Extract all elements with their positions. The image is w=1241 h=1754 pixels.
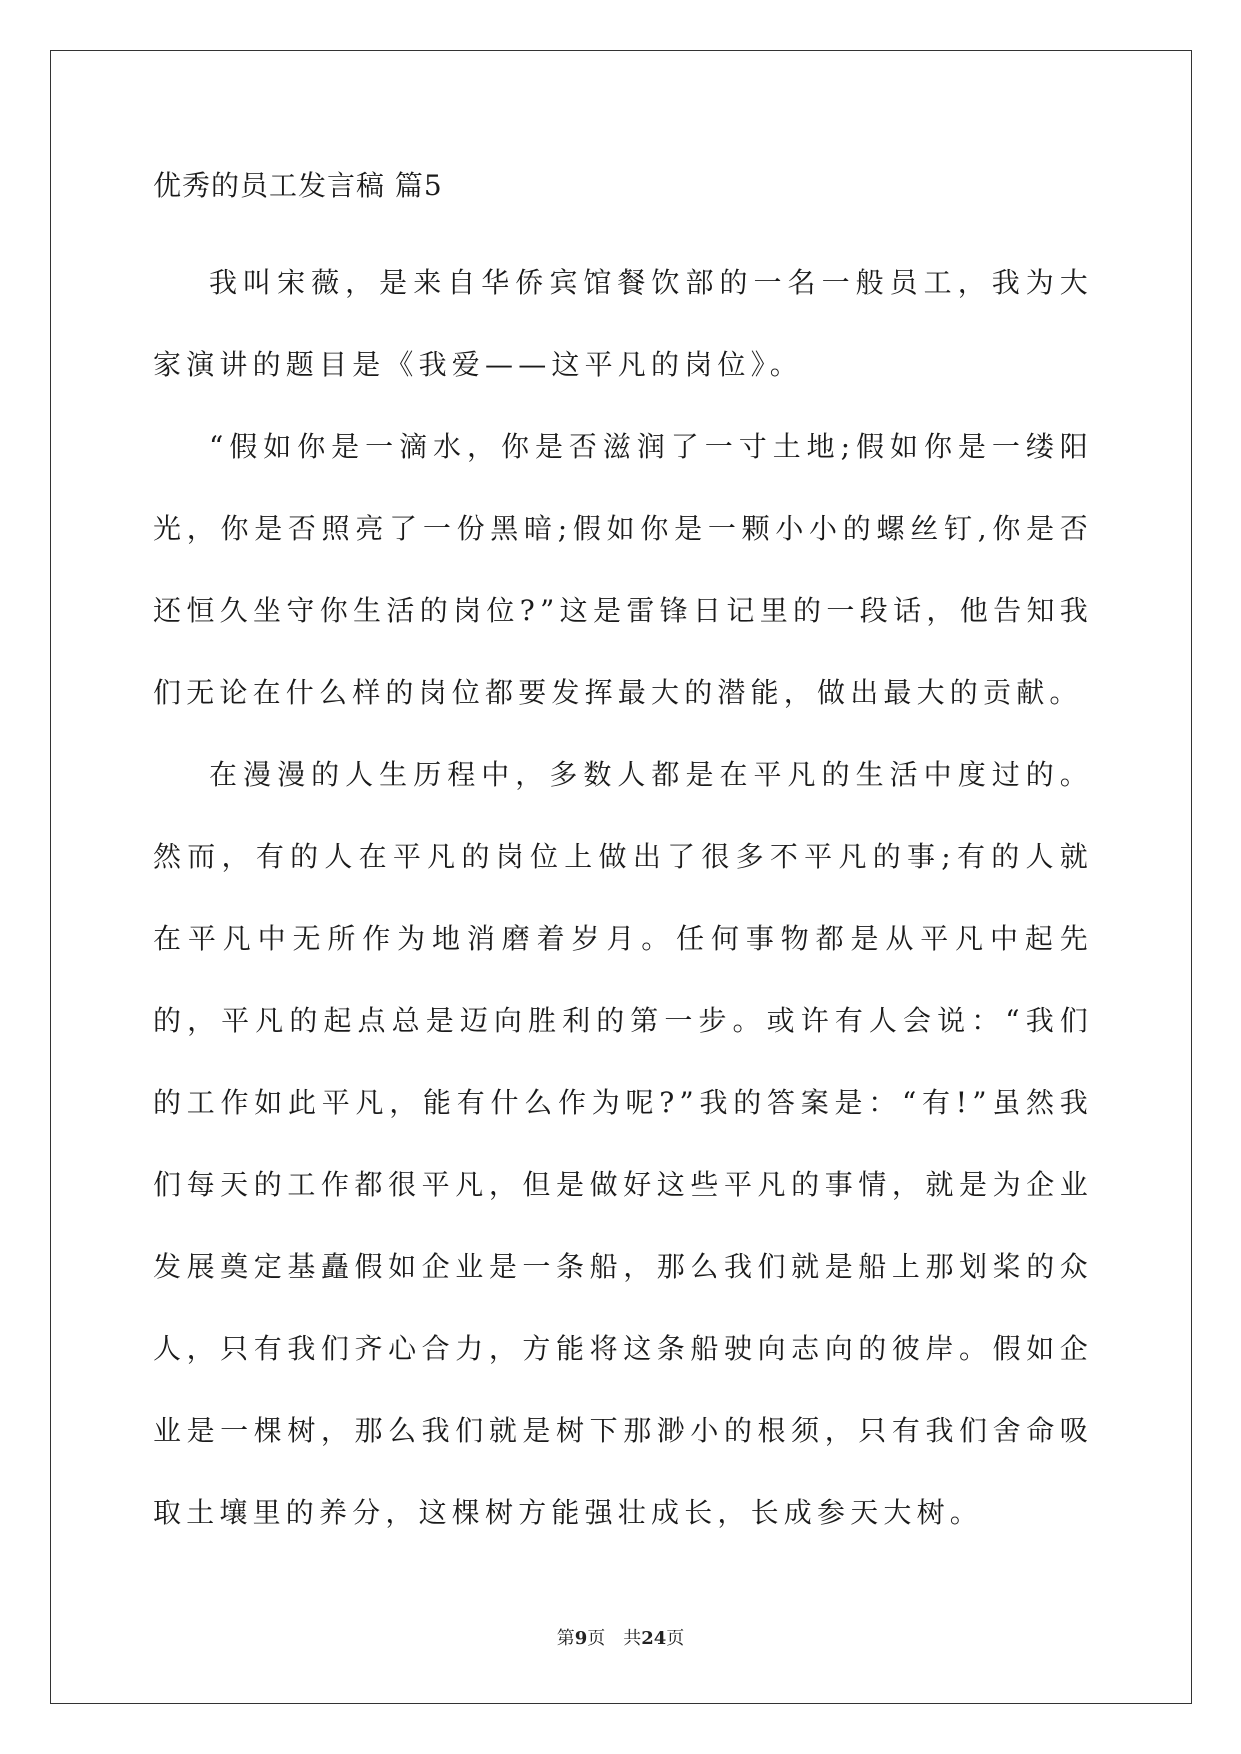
- paragraph-intro: 我叫宋薇，是来自华侨宾馆餐饮部的一名一般员工，我为大家演讲的题目是《我爱——这平凡的岗位》。: [153, 266, 1093, 381]
- total-pages-number: 24: [641, 1628, 667, 1649]
- page-footer: [0, 1624, 1241, 1650]
- document-title: 优秀的员工发言稿 篇5: [153, 169, 443, 202]
- footer-suffix: 页: [666, 1628, 685, 1649]
- footer-mid: 页 共: [587, 1628, 642, 1649]
- current-page-number: 9: [574, 1628, 588, 1649]
- footer-prefix: 第: [556, 1628, 575, 1649]
- paragraph-main: 在漫漫的人生历程中，多数人都是在平凡的生活中度过的。然而，有的人在平凡的岗位上做出了很多不平凡的事;有的人就在平凡中无所作为地消磨着岁月。任何事物都是从平凡中起先的，平凡的起点总是迈向胜利的第一步。或许有人会说：“我们的工作如此平凡，能有什么作为呢?”我的答案是：“有!”虽然我们每天的工作都很平凡，但是做好这些平凡的事情，就是为企业发展奠定基矗假如企业是一条船，那么我们就是船上那划桨的众人，只有我们齐心合力，方能将这条船驶向志向的彼岸。假如企业是一棵树，那么我们就是树下那渺小的根须，只有我们舍命吸取土壤里的养分，这棵树方能强壮成长，长成参天大树。: [153, 758, 1093, 1529]
- document-body: [153, 166, 1093, 1554]
- paragraph-quote: “假如你是一滴水，你是否滋润了一寸土地;假如你是一缕阳光，你是否照亮了一份黑暗;假如你是一颗小小的螺丝钉,你是否还恒久坐守你生活的岗位?”这是雷锋日记里的一段话，他告知我们无论在什么样的岗位都要发挥最大的潜能，做出最大的贡献。: [153, 430, 1093, 709]
